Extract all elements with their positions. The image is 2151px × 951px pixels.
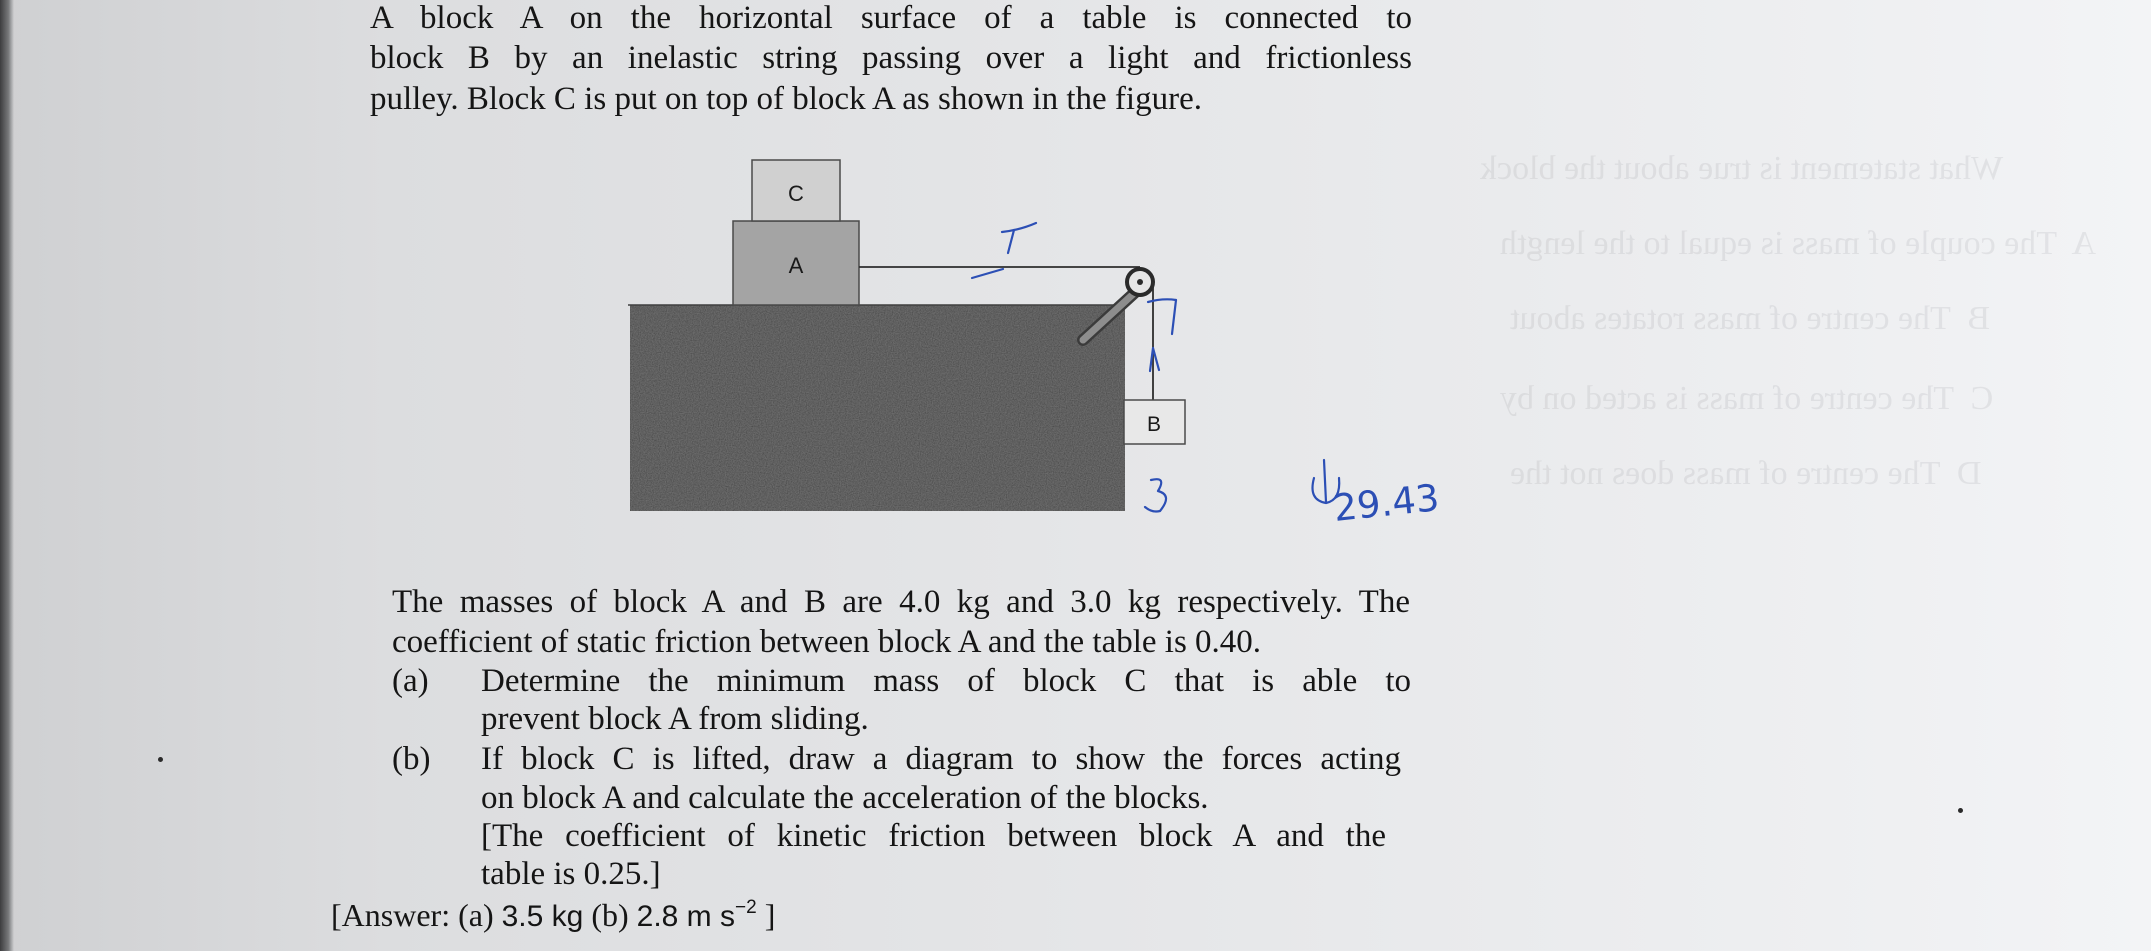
page-edge-shadow: [0, 0, 14, 951]
pen-digit-3: [1145, 479, 1166, 511]
pen-arrow-down-stem: [1324, 460, 1326, 502]
bleed-through-text: A The couple of mass is equal to the length: [1500, 225, 2097, 262]
part-a-line-2: prevent block A from sliding.: [481, 701, 869, 737]
block-b-label: B: [1146, 413, 1162, 436]
block-c-label: C: [788, 181, 804, 206]
pen-arrow-up: [1150, 348, 1159, 371]
answer-line: [331, 897, 775, 939]
answer-label-b: (b): [591, 897, 629, 933]
bleed-through-text: B The centre of mass rotates about: [1510, 300, 1990, 337]
answer-label: [Answer: (a): [331, 897, 494, 933]
bleed-through-text: What statement is true about the block: [1480, 150, 2004, 187]
body-line-2: coefficient of static friction between block A and the table is 0.40.: [392, 624, 1262, 660]
pulley-axle: [1137, 279, 1143, 285]
paper-speck: [1958, 808, 1963, 813]
bleed-through-text: C The centre of mass is acted on by: [1500, 380, 1994, 417]
pen-t-stem: [1008, 230, 1014, 253]
answer-b-value: 2.8 m s: [636, 900, 736, 933]
pen-t-stem-right: [1172, 300, 1176, 334]
body-line-1: The masses of block A and B are 4.0 kg and 3.0 kg respectively. The: [392, 584, 1410, 620]
intro-line-1: A block A on the horizontal surface of a table is connected to: [370, 0, 1412, 36]
pulley-figure: [610, 150, 1490, 538]
table-block: [630, 305, 1125, 511]
bleed-through-text: D The centre of mass does not the: [1510, 455, 1982, 492]
part-a-line-1: Determine the minimum mass of block C that is able to: [481, 663, 1411, 699]
block-a-label: A: [788, 253, 804, 278]
pen-t-bar: [1002, 223, 1036, 232]
part-b-line-3: [The coefficient of kinetic friction between block A and the: [481, 818, 1386, 854]
answer-a-value: 3.5 kg: [501, 900, 584, 933]
part-b-marker: (b): [392, 741, 431, 777]
part-b-line-1: If block C is lifted, draw a diagram to show the forces acting: [481, 741, 1401, 777]
part-b-line-2: on block A and calculate the acceleration of the blocks.: [481, 780, 1209, 816]
answer-close: ]: [764, 897, 776, 933]
part-b-line-4: table is 0.25.]: [481, 856, 661, 892]
intro-line-2: block B by an inelastic string passing over a light and frictionless: [370, 40, 1412, 76]
pen-number: 29.43: [1331, 476, 1442, 530]
intro-line-3: pulley. Block C is put on top of block A as shown in the figure.: [370, 81, 1202, 117]
answer-exponent: −2: [735, 897, 757, 918]
paper-speck: [158, 757, 163, 762]
pen-arrow-left: [972, 269, 1003, 278]
part-a-marker: (a): [392, 663, 429, 699]
